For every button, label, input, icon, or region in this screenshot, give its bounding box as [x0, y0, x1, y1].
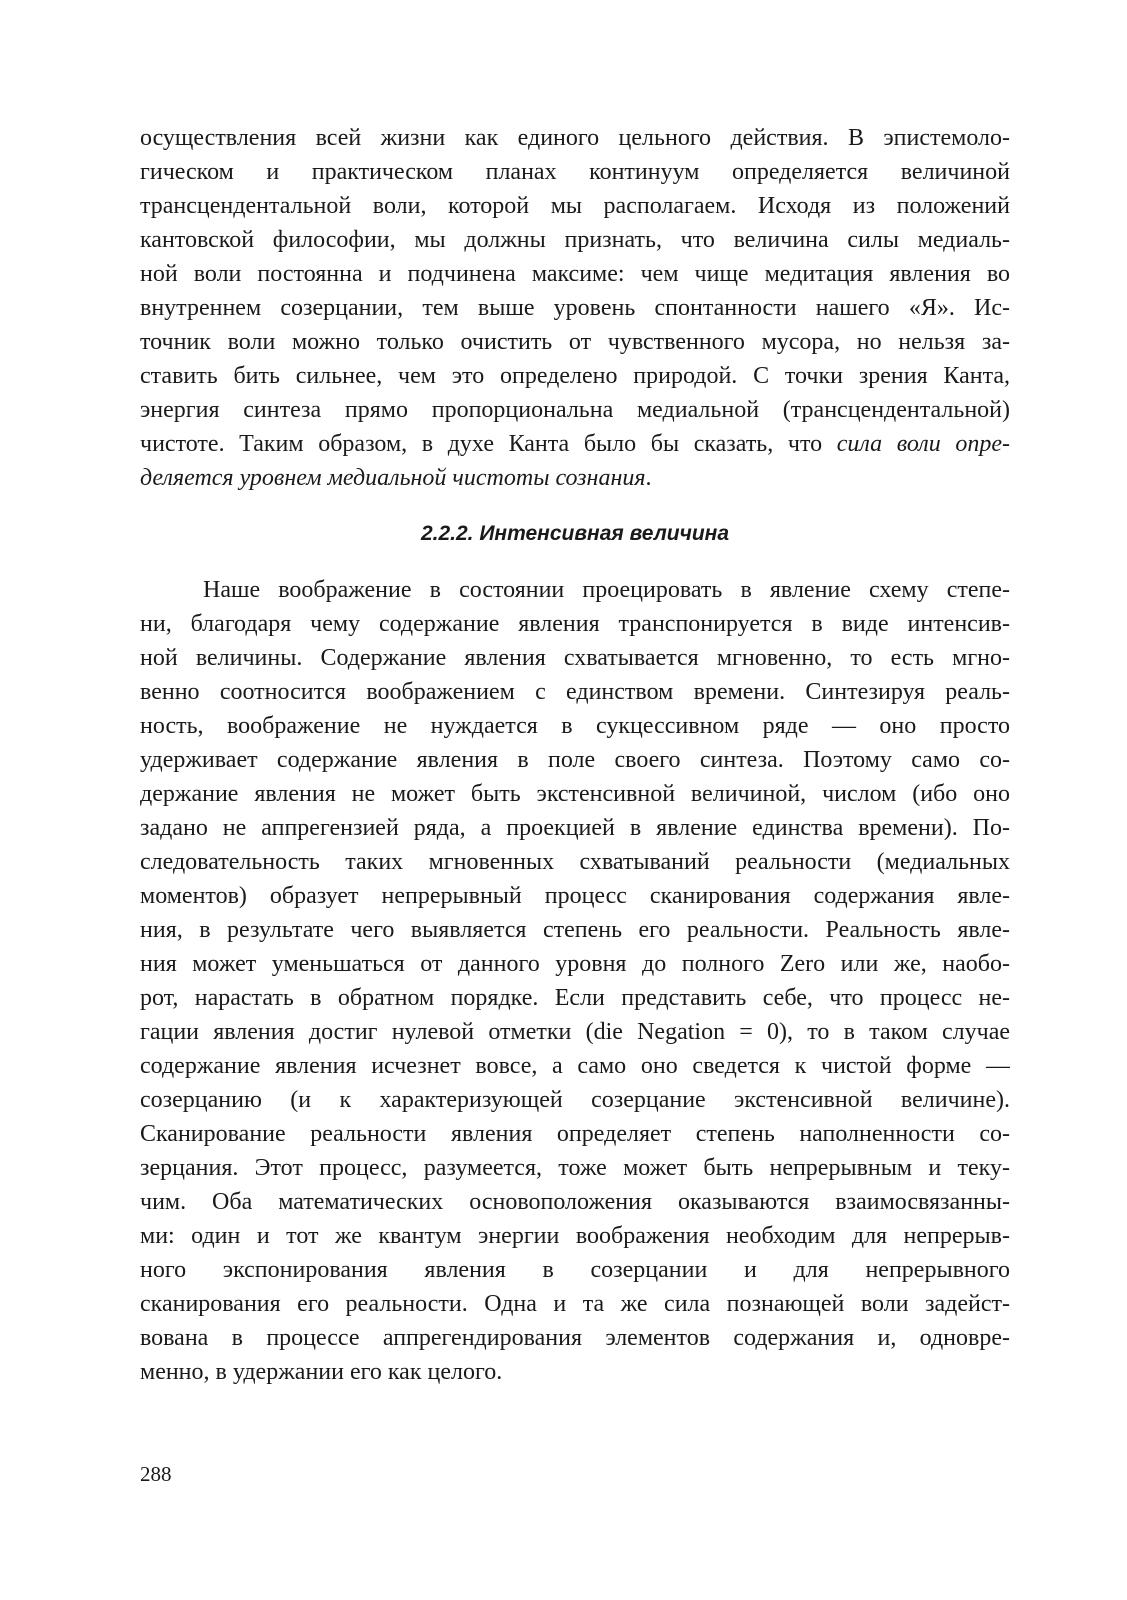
page-number: 288: [140, 1462, 172, 1486]
text-line: ставить бить сильнее, чем это определено природой. С точки зрения Канта,: [140, 363, 1010, 389]
text-line: Сканирование реальности явления определяет степень наполненности со-: [140, 1121, 1010, 1147]
text-line: ми: один и тот же квантум энергии воображения необходим для непрерыв-: [140, 1223, 1010, 1249]
text-line: сканирования его реальности. Одна и та же сила познающей воли задейст-: [140, 1291, 1010, 1317]
text-line: менно, в удержании его как целого.: [140, 1359, 503, 1385]
text-line: ного экспонирования явления в созерцании и для непрерывного: [140, 1257, 1010, 1283]
text-line: гическом и практическом планах континуум определяется величиной: [140, 159, 1010, 185]
text-line: [140, 461, 1010, 495]
text-line: внутреннем созерцании, тем выше уровень спонтанности нашего «Я». Ис-: [140, 295, 1010, 321]
text-line: удерживает содержание явления в поле своего синтеза. Поэтому само со-: [140, 747, 1010, 773]
text-line: следовательность таких мгновенных схватываний реальности (медиальных: [140, 849, 1010, 875]
text-line: ни, благодаря чему содержание явления транспонируется в виде интенсив-: [140, 611, 1010, 637]
text-line: венно соотносится воображением с единством времени. Синтезируя реаль-: [140, 679, 1010, 705]
text-line: [140, 427, 1010, 461]
italic-emphasis: сила воли опре-: [836, 431, 1010, 457]
text-line: ния может уменьшаться от данного уровня до полного Zero или же, наобо-: [140, 951, 1010, 977]
text-line: кантовской философии, мы должны признать, что величина силы медиаль-: [140, 227, 1010, 253]
text-line: задано не аппрегензией ряда, а проекцией в явление единства времени). По-: [140, 815, 1010, 841]
paragraph-2: [140, 573, 1010, 1389]
text-line: держание явления не может быть экстенсивной величиной, числом (ибо оно: [140, 781, 1010, 807]
text-line: Наше воображение в состоянии проецировать в явление схему степе-: [203, 577, 1010, 603]
text-line: гации явления достиг нулевой отметки (die Negation = 0), то в таком случае: [140, 1019, 1010, 1045]
text-line: точник воли можно только очистить от чувственного мусора, но нельзя за-: [140, 329, 1010, 355]
text-segment: чистоте. Таким образом, в духе Канта было бы сказать, что: [140, 431, 837, 457]
text-line: зерцания. Этот процесс, разумеется, тоже может быть непрерывным и теку-: [140, 1155, 1010, 1181]
text-line: созерцанию (и к характеризующей созерцание экстенсивной величине).: [140, 1087, 1010, 1113]
text-line: ность, воображение не нуждается в сукцессивном ряде — оно просто: [140, 713, 1010, 739]
text-line: энергия синтеза прямо пропорциональна медиальной (трансцендентальной): [140, 397, 1010, 423]
paragraph-1: [140, 121, 1010, 495]
italic-emphasis: деляется уровнем медиальной чистоты сознания: [140, 465, 646, 491]
text-line: ной величины. Содержание явления схватывается мгновенно, то есть мгно-: [140, 645, 1010, 671]
text-line: содержание явления исчезнет вовсе, а само оно сведется к чистой форме —: [140, 1053, 1010, 1079]
section-heading: 2.2.2. Интенсивная величина: [420, 522, 730, 545]
text-line: осуществления всей жизни как единого цельного действия. В эпистемоло-: [140, 125, 1010, 151]
text-line: чим. Оба математических основоположения оказываются взаимосвязанны-: [140, 1189, 1010, 1215]
text-line: трансцендентальной воли, которой мы располагаем. Исходя из положений: [140, 193, 1010, 219]
text-line: ния, в результате чего выявляется степень его реальности. Реальность явле-: [140, 917, 1010, 943]
text-line: рот, нарастать в обратном порядке. Если представить себе, что процесс не-: [140, 985, 1010, 1011]
text-line: ной воли постоянна и подчинена максиме: чем чище медитация явления во: [140, 261, 1010, 287]
text-line: моментов) образует непрерывный процесс сканирования содержания явле-: [140, 883, 1010, 909]
text-line: вована в процессе аппрегендирования элементов содержания и, одновре-: [140, 1325, 1010, 1351]
text-segment: .: [645, 465, 652, 491]
